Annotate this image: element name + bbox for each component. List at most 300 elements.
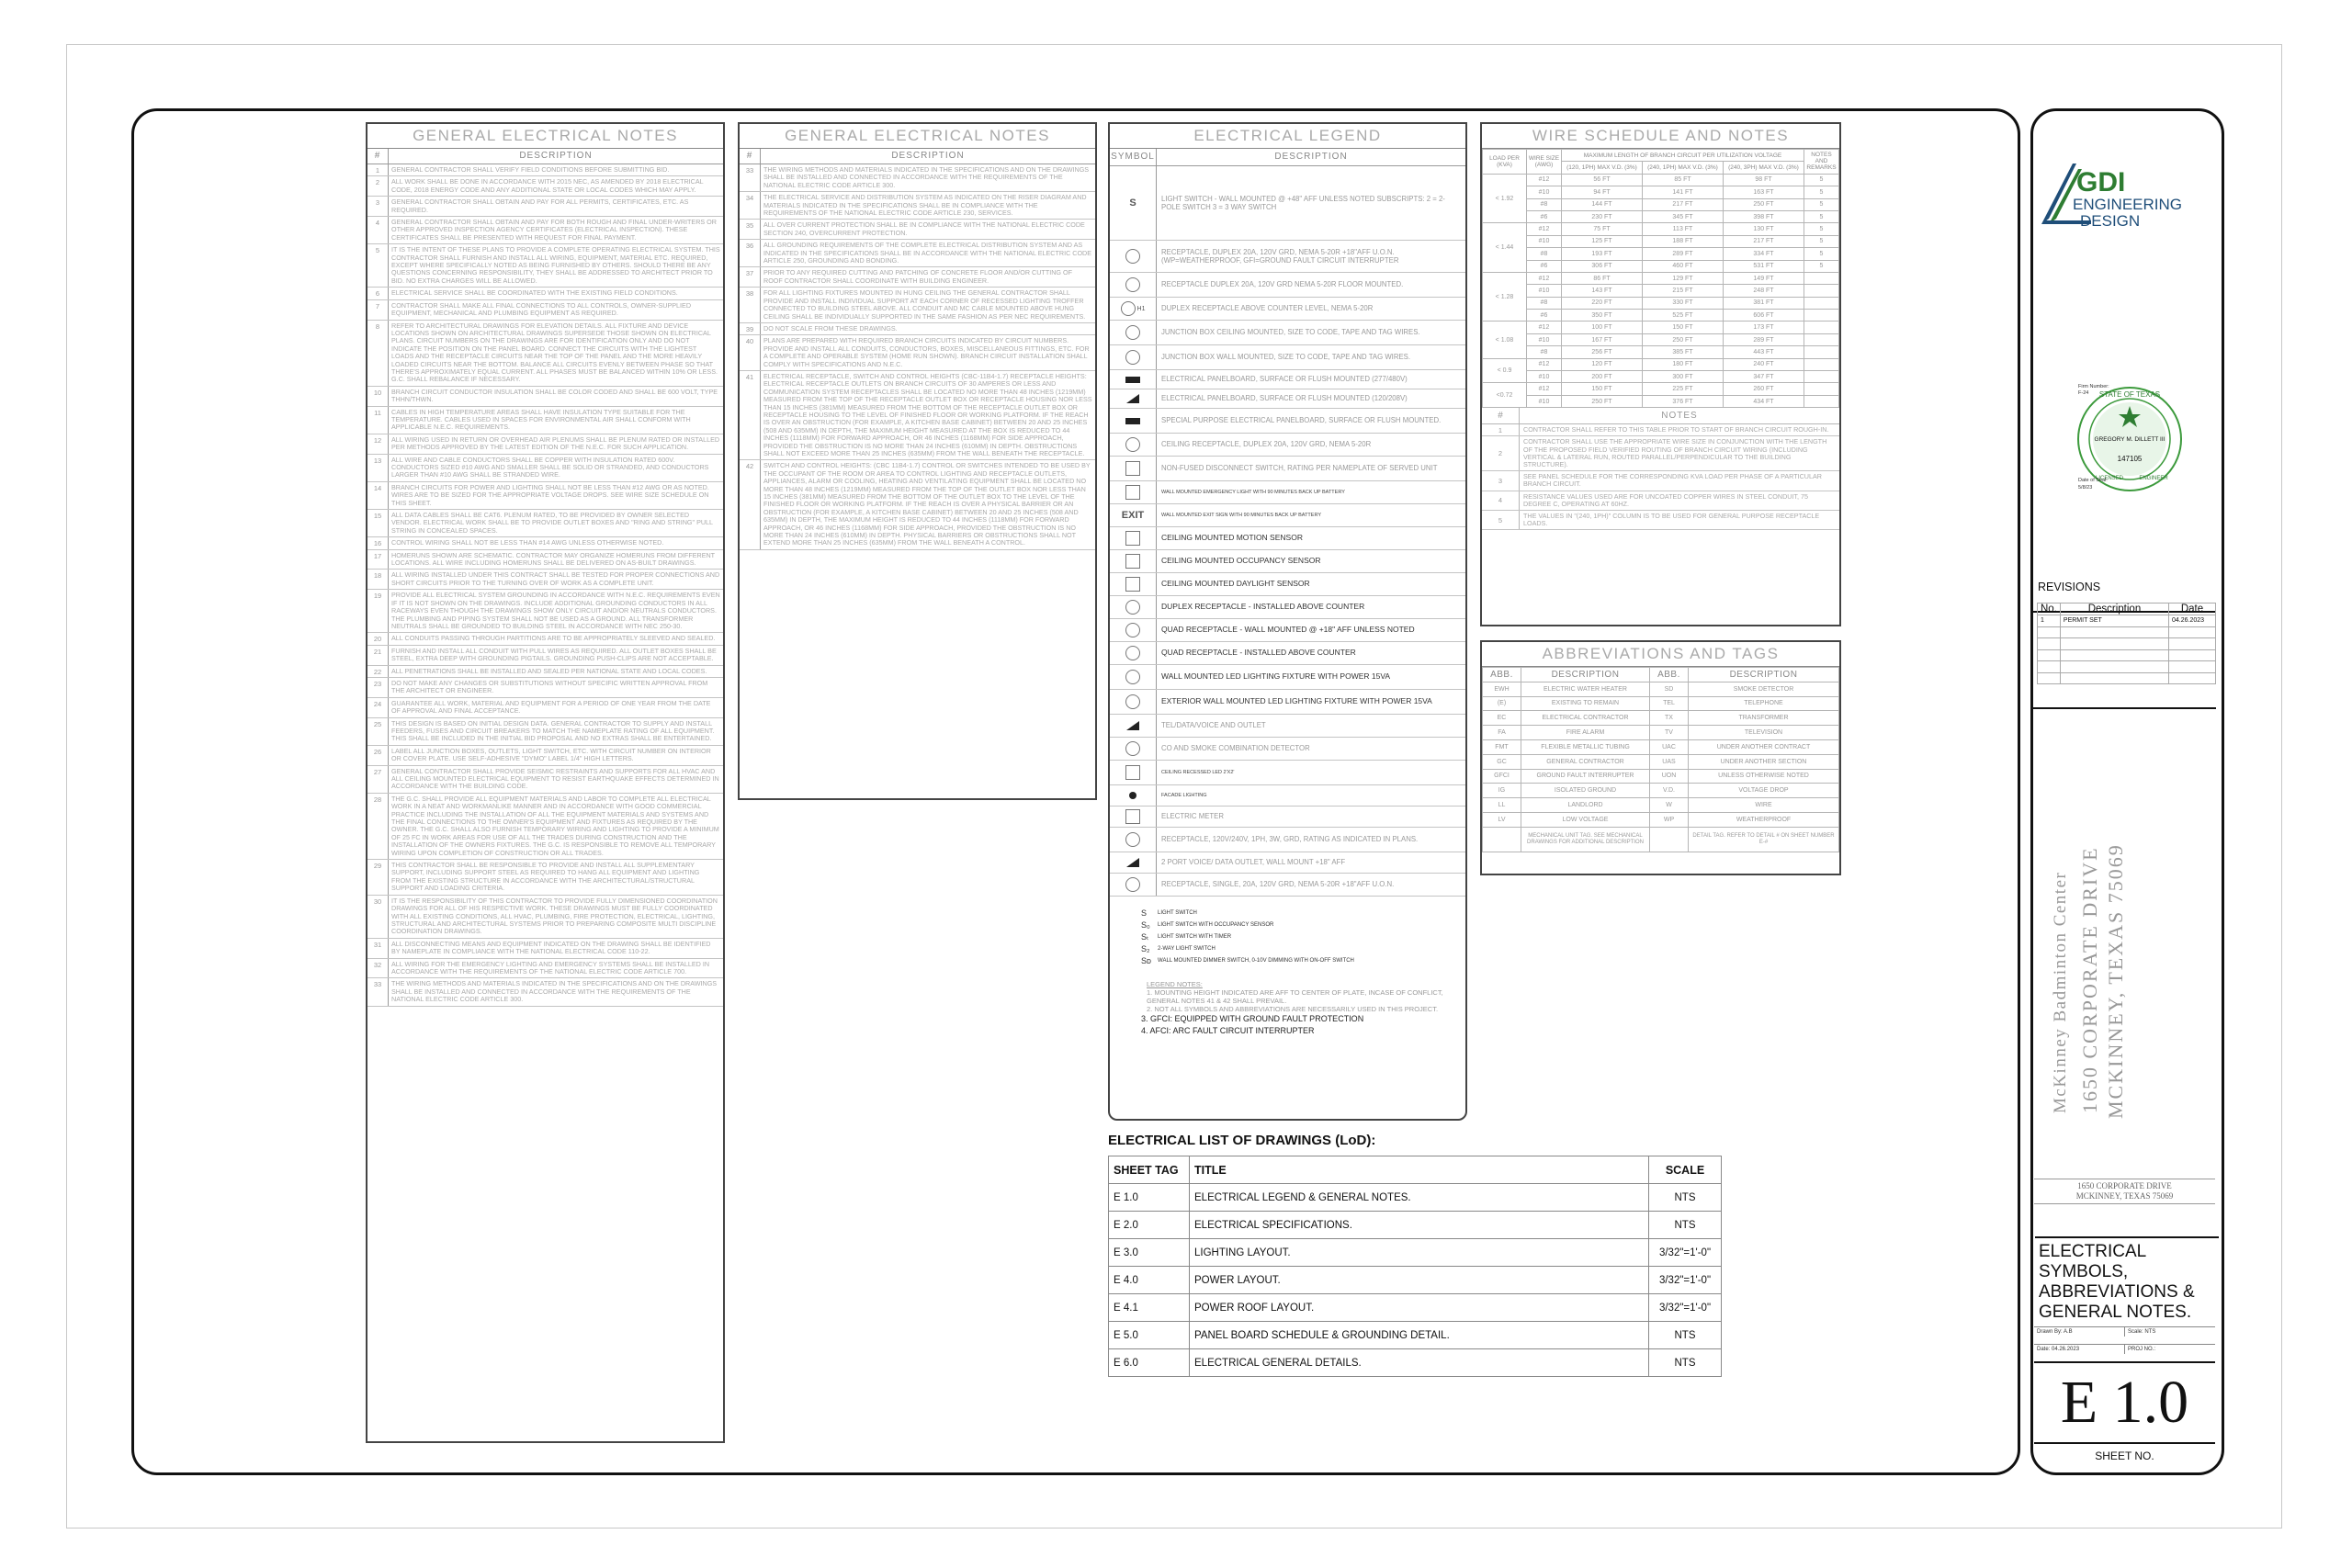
wire-row bbox=[1483, 346, 1839, 358]
legend-symbol-shape bbox=[1125, 377, 1140, 383]
lod-row bbox=[1109, 1349, 1722, 1377]
wire-note-number: 4 bbox=[1482, 491, 1520, 510]
note-number: 2 bbox=[368, 176, 389, 196]
note-text: DO NOT MAKE ANY CHANGES OR SUBSTITUTIONS WITHOUT SPECIFIC WRITTEN APPROVAL FROM THE ARCHITECT OR ENGINEER. bbox=[391, 678, 708, 695]
legend-note: 4. AFCI: ARC FAULT CIRCUIT INTERRUPTER bbox=[1141, 1026, 1315, 1035]
note-number: 42 bbox=[740, 460, 761, 548]
abbreviation-row bbox=[1483, 739, 1839, 754]
switch-key-text: 2-WAY LIGHT SWITCH bbox=[1158, 946, 1216, 952]
logo-line-1: ENGINEERING bbox=[2073, 196, 2183, 213]
legend-symbol-shape bbox=[1125, 350, 1140, 365]
abbreviation-cell: TELEPHONE bbox=[1689, 696, 1839, 711]
switch-key-symbol: S₂ bbox=[1141, 944, 1150, 953]
legend-symbol-shape bbox=[1125, 623, 1140, 637]
note-row bbox=[740, 192, 1095, 220]
wire-cell: #12 bbox=[1527, 223, 1562, 235]
note-text: ELECTRICAL SERVICE SHALL BE COORDINATED WITH THE EXISTING FIELD CONDITIONS. bbox=[391, 288, 678, 298]
legend-symbol-icon bbox=[1110, 874, 1157, 896]
wire-cell: 144 FT bbox=[1562, 198, 1643, 210]
wire-cell: 130 FT bbox=[1724, 223, 1804, 235]
lod-row bbox=[1109, 1322, 1722, 1349]
note-row bbox=[368, 646, 723, 666]
lod-row bbox=[1109, 1239, 1722, 1267]
rev-no-header: No. bbox=[2038, 604, 2061, 615]
legend-description: QUAD RECEPTACLE - INSTALLED ABOVE COUNTER bbox=[1161, 648, 1356, 658]
wire-cell: 289 FT bbox=[1643, 248, 1724, 260]
wire-note-number: 5 bbox=[1482, 511, 1520, 529]
wire-cell: 5 bbox=[1804, 198, 1839, 210]
switch-key-row bbox=[1141, 908, 1465, 919]
wire-schedule-panel bbox=[1480, 122, 1841, 626]
wire-cell: 5 bbox=[1804, 248, 1839, 260]
note-row bbox=[368, 794, 723, 860]
wire-note-row bbox=[1482, 436, 1839, 471]
lod-title: ELECTRICAL LIST OF DRAWINGS (LoD): bbox=[1108, 1133, 1376, 1148]
legend-symbol-shape bbox=[1125, 554, 1140, 569]
wire-cell: 347 FT bbox=[1724, 371, 1804, 383]
note-text: IT IS THE INTENT OF THESE PLANS TO PROVIDE A COMPLETE OPERATING ELECTRICAL SYSTEM. THIS CONTRACTOR SHALL FURNISH AND INSTALL ALL WIRING, EQUIPMENT, MATERIAL ETC. REQUIRED, EXCEPT WHERE SPECIFICALLY NOTED AS BEING FURNISHED BY OTHERS. SHOULD THERE BE ANY QUESTIONS CONCERNING RESPONSIBILITY, THEY SHALL BE ADDRESSED TO ARCHITECT PRIOR TO BID. NO EXTRA CHARGES WILL BE ALLOWED. bbox=[391, 245, 720, 285]
legend-description: LIGHT SWITCH - WALL MOUNTED @ +48" AFF UNLESS NOTED SUBSCRIPTS: 2 = 2-POLE SWITCH 3 = 3 WAY SWITCH bbox=[1161, 194, 1445, 211]
abbreviation-cell: ELECTRICAL CONTRACTOR bbox=[1521, 711, 1650, 726]
note-text: ALL WIRING FOR THE EMERGENCY LIGHTING AND EMERGENCY SYSTEMS SHALL BE INSTALLED IN ACCORDANCE WITH THE REQUIREMENTS OF THE NATIONAL ELECTRIC CODE ARTICLE 700. bbox=[391, 959, 710, 976]
abb-header: ABB. bbox=[1483, 668, 1521, 682]
legend-notes-title: LEGEND NOTES: bbox=[1147, 980, 1203, 988]
note-text: ALL WIRING USED IN RETURN OR OVERHEAD AIR PLENUMS SHALL BE PLENUM RATED OR INSTALLED PER METHODS APPROVED BY THE LATEST EDITION OF THE N.E.C. FOR SUCH APPLICATION. bbox=[391, 434, 720, 452]
wire-cell: #6 bbox=[1527, 210, 1562, 222]
legend-description: RECEPTACLE, SINGLE, 20A, 120V GRD, NEMA 5-20R +18"AFF U.O.N. bbox=[1161, 880, 1395, 889]
legend-description: ELECTRIC METER bbox=[1161, 812, 1225, 821]
wire-cell bbox=[1804, 321, 1839, 333]
legend-note: 3. GFCI: EQUIPPED WITH GROUND FAULT PROTECTION bbox=[1141, 1014, 1364, 1023]
abbreviation-row bbox=[1483, 769, 1839, 784]
abbreviation-cell: LOW VOLTAGE bbox=[1521, 812, 1650, 827]
wire-row bbox=[1483, 186, 1839, 198]
wire-note-row bbox=[1482, 491, 1839, 511]
legend-row bbox=[1110, 715, 1465, 738]
wire-cell: #10 bbox=[1527, 333, 1562, 345]
wire-row bbox=[1483, 260, 1839, 272]
abbreviation-cell: UNDER ANOTHER CONTRACT bbox=[1689, 739, 1839, 754]
legend-row bbox=[1110, 370, 1465, 389]
legend-row bbox=[1110, 434, 1465, 457]
note-row bbox=[368, 510, 723, 537]
note-row bbox=[368, 678, 723, 698]
wire-cell: 531 FT bbox=[1724, 260, 1804, 272]
wire-cell: 5 bbox=[1804, 223, 1839, 235]
wire-cell: 163 FT bbox=[1724, 186, 1804, 198]
note-row bbox=[368, 244, 723, 288]
legend-notes-dark-list bbox=[1141, 1013, 1465, 1037]
load-cell: < 1.08 bbox=[1483, 321, 1527, 358]
abbreviations-table bbox=[1482, 667, 1839, 852]
lod-sheet-tag: E 5.0 bbox=[1109, 1322, 1190, 1349]
electrical-legend-panel bbox=[1108, 122, 1467, 1121]
panel-title: ABBREVIATIONS AND TAGS bbox=[1482, 642, 1839, 667]
desc-header: DESCRIPTION bbox=[1521, 668, 1650, 682]
revision-row-empty bbox=[2038, 661, 2216, 673]
wire-cell: 5 bbox=[1804, 260, 1839, 272]
legend-description: CEILING MOUNTED MOTION SENSOR bbox=[1161, 533, 1303, 543]
abbreviation-cell: VOLTAGE DROP bbox=[1689, 784, 1839, 798]
col-240-1ph: (240, 1PH) MAX V.D. (3%) bbox=[1643, 162, 1724, 174]
legend-symbol-icon bbox=[1110, 370, 1157, 389]
wire-cell: 150 FT bbox=[1562, 383, 1643, 395]
legend-symbol-icon bbox=[1110, 321, 1157, 344]
revisions-table bbox=[2037, 603, 2216, 684]
note-row bbox=[368, 939, 723, 959]
note-text: ALL CONDUITS PASSING THROUGH PARTITIONS ARE TO BE APPROPRIATELY SLEEVED AND SEALED. bbox=[391, 634, 716, 643]
wire-cell: 217 FT bbox=[1724, 235, 1804, 247]
legend-description: WALL MOUNTED LED LIGHTING FIXTURE WITH POWER 15VA bbox=[1161, 671, 1391, 682]
load-cell: <0.72 bbox=[1483, 383, 1527, 408]
wire-row bbox=[1483, 310, 1839, 321]
wire-cell: 5 bbox=[1804, 210, 1839, 222]
sheet-number: E 1.0 bbox=[2034, 1361, 2215, 1444]
legend-symbol-shape bbox=[1126, 394, 1139, 403]
legend-symbol-shape bbox=[1125, 418, 1140, 424]
wire-note-row bbox=[1482, 511, 1839, 530]
lod-title: POWER ROOF LAYOUT. bbox=[1190, 1294, 1649, 1322]
wire-cell: 193 FT bbox=[1562, 248, 1643, 260]
switch-key-text: LIGHT SWITCH WITH TIMER bbox=[1158, 934, 1232, 940]
note-number: 12 bbox=[368, 434, 389, 454]
wire-cell: 75 FT bbox=[1562, 223, 1643, 235]
rev-date-header: Date bbox=[2169, 604, 2216, 615]
note-number: 27 bbox=[368, 766, 389, 793]
note-number: 38 bbox=[740, 288, 761, 322]
lod-sheet-tag: E 6.0 bbox=[1109, 1349, 1190, 1377]
abbreviation-cell: LL bbox=[1483, 798, 1521, 813]
switch-key-text: LIGHT SWITCH bbox=[1158, 910, 1197, 916]
legend-symbol-icon bbox=[1110, 481, 1157, 503]
wire-cell: 167 FT bbox=[1562, 333, 1643, 345]
abbreviation-cell: TELEVISION bbox=[1689, 726, 1839, 740]
legend-row bbox=[1110, 874, 1465, 897]
note-row bbox=[368, 959, 723, 979]
note-text: CABLES IN HIGH TEMPERATURE AREAS SHALL HAVE INSULATION TYPE SUITABLE FOR THE TEMPERATURE. CABLES USED IN SPACES FOR ENVIRONMENTAL AIR SHALL CONFORM WITH APPLICABLE N.E.C. REQUIREMENTS. bbox=[391, 407, 691, 432]
wire-cell: #10 bbox=[1527, 285, 1562, 297]
seal-date-label: Date of Seal: bbox=[2078, 478, 2108, 483]
wire-cell: 100 FT bbox=[1562, 321, 1643, 333]
note-number: 10 bbox=[368, 387, 389, 406]
abbreviation-cell: SD bbox=[1650, 682, 1689, 696]
note-text: GENERAL CONTRACTOR SHALL OBTAIN AND PAY FOR BOTH ROUGH AND FINAL UNDER-WRITERS OR OTHER APPROVED INSPECTION AGENCY CERTIFICATES (ELECTRICAL INSPECTION). THESE CERTIFICATES SHALL BE PRESENTED WITH REQUEST FOR FINAL PAYMENT. bbox=[391, 218, 717, 242]
lod-row bbox=[1109, 1184, 1722, 1212]
abbreviation-cell: TV bbox=[1650, 726, 1689, 740]
switch-key-row bbox=[1141, 931, 1465, 943]
wire-cell: #8 bbox=[1527, 297, 1562, 309]
lod-title: ELECTRICAL GENERAL DETAILS. bbox=[1190, 1349, 1649, 1377]
revision-cell-empty bbox=[2060, 661, 2168, 673]
wire-cell: 149 FT bbox=[1724, 272, 1804, 284]
legend-list bbox=[1110, 166, 1465, 897]
note-text: ALL WIRING INSTALLED UNDER THIS CONTRACT SHALL BE TESTED FOR PROPER CONNECTIONS AND SHORT CIRCUITS PRIOR TO THE TURNING OVER OF WORK AS A COMPLETE UNIT. bbox=[391, 570, 720, 587]
note-text: PRIOR TO ANY REQUIRED CUTTING AND PATCHING OF CONCRETE FLOOR AND/OR CUTTING OF ROOF CONTRACTOR SHALL COORDINATE WITH BUILDING ENGINEER. bbox=[763, 268, 1072, 285]
revision-row-empty bbox=[2038, 649, 2216, 661]
notes-list bbox=[368, 164, 723, 1007]
abbreviation-row bbox=[1483, 798, 1839, 813]
legend-symbol-icon bbox=[1110, 273, 1157, 297]
desc-header: DESCRIPTION bbox=[1274, 152, 1348, 162]
wire-cell bbox=[1804, 358, 1839, 370]
note-text: GENERAL CONTRACTOR SHALL PROVIDE SEISMIC RESTRAINTS AND SUPPORTS FOR ALL HVAC AND ALL CEILING MOUNTED ELECTRICAL EQUIPMENT TO RESIST EARTHQUAKE EFFECTS DETERMINED IN ACCORDANCE WITH THE BUILDING CODE. bbox=[391, 766, 719, 791]
legend-symbol-icon bbox=[1110, 434, 1157, 456]
legend-symbol-icon bbox=[1110, 761, 1157, 784]
note-number: 18 bbox=[368, 570, 389, 589]
wire-cell: 250 FT bbox=[1724, 198, 1804, 210]
abbreviation-cell: WEATHERPROOF bbox=[1689, 812, 1839, 827]
load-cell: < 1.92 bbox=[1483, 174, 1527, 223]
note-text: GENERAL CONTRACTOR SHALL OBTAIN AND PAY FOR ALL PERMITS, CERTIFICATES, ETC. AS REQUIRED. bbox=[391, 197, 689, 214]
note-row bbox=[368, 718, 723, 746]
legend-symbol-icon bbox=[1110, 828, 1157, 852]
lod-scale: NTS bbox=[1649, 1212, 1722, 1239]
abbreviation-cell: SMOKE DETECTOR bbox=[1689, 682, 1839, 696]
legend-row bbox=[1110, 389, 1465, 409]
note-number: 6 bbox=[368, 288, 389, 299]
note-text: ALL DATA CABLES SHALL BE CAT6. PLENUM RATED, TO BE PROVIDED BY OWNER SELECTED VENDOR. ELECTRICAL WORK SHALL BE TO PROVIDE OUTLET BOXES AND "RING AND STRING" PULL STRING IN CONCEALED SPACES. bbox=[391, 511, 713, 535]
load-cell: < 1.28 bbox=[1483, 272, 1527, 321]
legend-description: ELECTRICAL PANELBOARD, SURFACE OR FLUSH MOUNTED (277/480V) bbox=[1161, 375, 1408, 384]
note-row bbox=[368, 537, 723, 549]
wire-cell: 606 FT bbox=[1724, 310, 1804, 321]
wire-row bbox=[1483, 383, 1839, 395]
wire-cell: 173 FT bbox=[1724, 321, 1804, 333]
wire-cell: #10 bbox=[1527, 186, 1562, 198]
legend-row bbox=[1110, 527, 1465, 550]
note-number: 17 bbox=[368, 550, 389, 570]
gdi-logo-icon bbox=[2036, 158, 2220, 231]
lod-row bbox=[1109, 1212, 1722, 1239]
note-number: 37 bbox=[740, 267, 761, 287]
wire-cell: 300 FT bbox=[1643, 371, 1724, 383]
abbreviation-cell: ISOLATED GROUND bbox=[1521, 784, 1650, 798]
note-row bbox=[368, 978, 723, 1006]
note-number: 16 bbox=[368, 537, 389, 548]
rev-desc-header: Description bbox=[2060, 604, 2168, 615]
note-row bbox=[740, 267, 1095, 288]
wire-cell: 200 FT bbox=[1562, 371, 1643, 383]
legend-symbol-shape bbox=[1125, 741, 1140, 756]
note-text: BRANCH CIRCUIT CONDUCTOR INSULATION SHALL BE COLOR CODED AND SHALL BE 600 VOLT, TYPE THHN/THWN. bbox=[391, 387, 718, 404]
note-number: 33 bbox=[368, 978, 389, 1005]
legend-description: JUNCTION BOX CEILING MOUNTED, SIZE TO CODE, TAPE AND TAG WIRES. bbox=[1161, 328, 1420, 337]
note-text: ALL PENETRATIONS SHALL BE INSTALLED AND SEALED PER NATIONAL STATE AND LOCAL CODES. bbox=[391, 666, 707, 675]
num-header: # bbox=[740, 149, 761, 164]
legend-description: CEILING MOUNTED DAYLIGHT SENSOR bbox=[1161, 579, 1310, 589]
abbreviation-cell: EC bbox=[1483, 711, 1521, 726]
abbreviation-cell: ELECTRIC WATER HEATER bbox=[1521, 682, 1650, 696]
logo-line-2: DESIGN bbox=[2080, 212, 2141, 230]
abbreviations-panel bbox=[1480, 640, 1841, 875]
wire-cell: 381 FT bbox=[1724, 297, 1804, 309]
abbreviation-cell: FIRE ALARM bbox=[1521, 726, 1650, 740]
legend-row bbox=[1110, 807, 1465, 828]
legend-notes-list bbox=[1147, 988, 1465, 1013]
legend-symbol-text: H1 bbox=[1136, 305, 1146, 312]
wire-cell bbox=[1804, 285, 1839, 297]
note-number: 24 bbox=[368, 698, 389, 717]
wire-cell: 306 FT bbox=[1562, 260, 1643, 272]
abbreviation-cell: TEL bbox=[1650, 696, 1689, 711]
revision-cell-empty bbox=[2038, 626, 2061, 638]
note-text: DO NOT SCALE FROM THESE DRAWINGS. bbox=[763, 323, 898, 333]
abbreviation-cell bbox=[1650, 827, 1689, 852]
wire-row bbox=[1483, 210, 1839, 222]
note-number: 3 bbox=[368, 197, 389, 216]
scale: Scale: NTS bbox=[2128, 1329, 2156, 1335]
lod-sheet-tag-header: SHEET TAG bbox=[1109, 1156, 1190, 1184]
legend-description: CO AND SMOKE COMBINATION DETECTOR bbox=[1161, 744, 1310, 753]
wire-row bbox=[1483, 235, 1839, 247]
wire-cell bbox=[1804, 383, 1839, 395]
logo-mark: GDI bbox=[2076, 167, 2126, 197]
note-text: IT IS THE RESPONSIBILITY OF THIS CONTRACTOR TO PROVIDE FULLY DIMENSIONED COORDINATION DRAWINGS FOR ALL OF HIS RESPECTIVE WORK. THESE DRAWINGS MUST BE FULLY COORDINATED WITH ALL EXISTING CONDITIONS, ALL HVAC, PLUMBING, FIRE PROTECTION, ELECTRICAL, LIGHTING, STRUCTURAL AND ARCHITECTURAL SYSTEMS PRIOR TO PREPARING COMPOSITE MULTI DISCIPLINE COORDINATION DRAWINGS. bbox=[391, 896, 718, 936]
date: Date: 04.26.2023 bbox=[2034, 1345, 2125, 1354]
abbreviation-cell: IG bbox=[1483, 784, 1521, 798]
firm-number: F-24 bbox=[2078, 390, 2089, 396]
abbreviation-cell: GROUND FAULT INTERRUPTER bbox=[1521, 769, 1650, 784]
wire-notes-num-header: # bbox=[1482, 408, 1520, 423]
lod-scale-header: SCALE bbox=[1649, 1156, 1722, 1184]
legend-row bbox=[1110, 596, 1465, 619]
wire-cell: 230 FT bbox=[1562, 210, 1643, 222]
revision-row-empty bbox=[2038, 672, 2216, 684]
legend-symbol-shape bbox=[1125, 646, 1140, 660]
abbreviation-cell: UON bbox=[1650, 769, 1689, 784]
note-number: 4 bbox=[368, 217, 389, 243]
note-number: 5 bbox=[368, 244, 389, 287]
wire-row bbox=[1483, 248, 1839, 260]
abbreviation-cell: UAC bbox=[1650, 739, 1689, 754]
general-notes-panel-1 bbox=[366, 122, 725, 1443]
note-row bbox=[740, 164, 1095, 192]
sheet-number-label: SHEET NO. bbox=[2095, 1450, 2154, 1462]
legend-row bbox=[1110, 573, 1465, 596]
revision-row-empty bbox=[2038, 638, 2216, 650]
lod-scale: NTS bbox=[1649, 1322, 1722, 1349]
note-number: 15 bbox=[368, 510, 389, 536]
legend-symbol-shape bbox=[1125, 485, 1140, 500]
legend-description: RECEPTACLE, DUPLEX 20A, 120V GRD, NEMA 5-20R +18"AFF U.O.N.(WP=WEATHERPROOF, GFI=GROUND FAULT CIRCUIT INTERRUPTER bbox=[1161, 247, 1399, 265]
note-number: 30 bbox=[368, 896, 389, 938]
legend-row bbox=[1110, 642, 1465, 665]
note-row bbox=[740, 288, 1095, 323]
panel-title: GENERAL ELECTRICAL NOTES bbox=[740, 124, 1095, 149]
switch-key-symbol: S₀ bbox=[1141, 920, 1150, 930]
note-text: HOMERUNS SHOWN ARE SCHEMATIC. CONTRACTOR MAY ORGANIZE HOMERUNS FROM DIFFERENT LOCATIONS. ALL WIRE INCLUDING HOMERUNS SHALL BE DELIVERED ON AS-BUILT DRAWINGS. bbox=[391, 550, 715, 568]
wire-cell: 330 FT bbox=[1643, 297, 1724, 309]
legend-symbol-shape bbox=[1125, 249, 1140, 264]
wire-row bbox=[1483, 285, 1839, 297]
wire-note-text: CONTRACTOR SHALL USE THE APPROPRIATE WIRE SIZE IN CONJUNCTION WITH THE LENGTH OF THE PROPOSED FIELD VERIFIED ROUTING OF BRANCH CIRCUIT WIRING (INCLUDING VERTICAL & LATERAL RUN, ROUTED PARALLEL/PERPENDICULAR TO THE BUILDING STRUCTURE). bbox=[1523, 437, 1827, 469]
note-number: 36 bbox=[740, 240, 761, 266]
notes-list bbox=[740, 164, 1095, 550]
note-row bbox=[740, 460, 1095, 549]
wire-note-text: RESISTANCE VALUES USED ARE FOR UNCOATED COPPER WIRES IN STEEL CONDUIT, 75 DEGREE C, OPERATING AT 60HZ. bbox=[1523, 491, 1809, 508]
note-text: CONTRACTOR SHALL MAKE ALL FINAL CONNECTIONS TO ALL CONTROLS, OWNER-SUPPLIED EQUIPMENT, MECHANICAL AND PLUMBING EQUIPMENT AS REQUIRED. bbox=[391, 300, 692, 318]
revision-cell-empty bbox=[2038, 672, 2061, 684]
seal-name: GREGORY M. DILLETT III bbox=[2094, 436, 2165, 443]
abbreviation-cell: UNDER ANOTHER SECTION bbox=[1689, 754, 1839, 769]
legend-symbol-shape bbox=[1125, 277, 1140, 292]
wire-cell: #6 bbox=[1527, 310, 1562, 321]
wire-cell: #8 bbox=[1527, 198, 1562, 210]
revision-cell-empty bbox=[2169, 626, 2216, 638]
lod-title: POWER LAYOUT. bbox=[1190, 1267, 1649, 1294]
lod-title: LIGHTING LAYOUT. bbox=[1190, 1239, 1649, 1267]
legend-description: SPECIAL PURPOSE ELECTRICAL PANELBOARD, SURFACE OR FLUSH MOUNTED. bbox=[1161, 416, 1442, 425]
wire-cell: 240 FT bbox=[1724, 358, 1804, 370]
legend-row bbox=[1110, 298, 1465, 321]
wire-cell: 86 FT bbox=[1562, 272, 1643, 284]
note-text: BRANCH CIRCUITS FOR POWER AND LIGHTING SHALL NOT BE LESS THAN #12 AWG OR AS NOTED. WIRES ARE TO BE SIZED FOR THE APPROPRIATE VOLTAGE DROPS. SEE WIRE SIZE SCHEDULE ON THIS SHEET. bbox=[391, 482, 709, 507]
note-text: THE ELECTRICAL SERVICE AND DISTRIBUTION SYSTEM AS INDICATED ON THE RISER DIAGRAM AND MATERIALS INDICATED IN THE SPECIFICATIONS SHALL BE IN COMPLIANCE WITH THE REQUIREMENTS OF THE NATIONAL ELECTRIC CODE ARTICLE 230, SERVICES. bbox=[763, 193, 1087, 218]
legend-symbol-shape bbox=[1125, 877, 1140, 892]
legend-symbol-shape bbox=[1125, 437, 1140, 452]
legend-symbol-icon bbox=[1110, 409, 1157, 433]
wire-cell bbox=[1804, 346, 1839, 358]
note-text: CONTROL WIRING SHALL NOT BE LESS THAN #14 AWG UNLESS OTHERWISE NOTED. bbox=[391, 538, 664, 547]
note-row bbox=[368, 550, 723, 570]
note-row bbox=[368, 698, 723, 718]
wire-cell: #10 bbox=[1527, 235, 1562, 247]
legend-symbol-shape bbox=[1125, 670, 1140, 684]
wire-cell: 180 FT bbox=[1643, 358, 1724, 370]
desc-header: DESCRIPTION bbox=[891, 151, 965, 161]
legend-description: CEILING RECEPTACLE, DUPLEX 20A, 120V GRD, NEMA 5-20R bbox=[1161, 440, 1372, 449]
wire-cell: 443 FT bbox=[1724, 346, 1804, 358]
wire-cell: 98 FT bbox=[1724, 174, 1804, 186]
abb-header-2: ABB. bbox=[1650, 668, 1689, 682]
wire-row bbox=[1483, 333, 1839, 345]
note-number: 1 bbox=[368, 164, 389, 175]
legend-description: 2 PORT VOICE/ DATA OUTLET, WALL MOUNT +18" AFF bbox=[1161, 858, 1346, 867]
legend-symbol-icon bbox=[1110, 665, 1157, 689]
abbreviation-row bbox=[1483, 812, 1839, 827]
abbreviation-cell: MECHANICAL UNIT TAG. SEE MECHANICAL DRAWINGS FOR ADDITIONAL DESCRIPTION bbox=[1521, 827, 1650, 852]
wire-cell: 150 FT bbox=[1643, 321, 1724, 333]
switch-key-text: WALL MOUNTED DIMMER SWITCH, 0-10V DIMMING WITH ON-OFF SWITCH bbox=[1158, 958, 1354, 964]
note-number: 11 bbox=[368, 407, 389, 434]
note-number: 28 bbox=[368, 794, 389, 859]
note-number: 23 bbox=[368, 678, 389, 697]
wire-row bbox=[1483, 395, 1839, 407]
lod-title-header: TITLE bbox=[1190, 1156, 1649, 1184]
wire-row bbox=[1483, 321, 1839, 333]
revision-cell-empty bbox=[2038, 661, 2061, 673]
legend-symbol-shape bbox=[1126, 858, 1139, 867]
wire-cell: 289 FT bbox=[1724, 333, 1804, 345]
legend-row bbox=[1110, 481, 1465, 504]
legend-symbol-shape bbox=[1125, 765, 1140, 780]
note-text: ALL GROUNDING REQUIREMENTS OF THE COMPLETE ELECTRICAL DISTRIBUTION SYSTEM AND AS INDICATED IN THE SPECIFICATIONS SHALL BE IN ACCORDANCE WITH THE NATIONAL ELECTRIC CODE ARTICLE 250, GROUNDING AND BONDING. bbox=[763, 241, 1092, 265]
wire-note-text: SEE PANEL SCHEDULE FOR THE CORRESPONDING KVA LOAD PER PHASE OF A PARTICULAR BRANCH CIRCUIT. bbox=[1523, 472, 1822, 489]
abbreviation-cell: UAS bbox=[1650, 754, 1689, 769]
abbreviation-cell: LANDLORD bbox=[1521, 798, 1650, 813]
wire-cell: #12 bbox=[1527, 174, 1562, 186]
abbreviation-row bbox=[1483, 754, 1839, 769]
note-row bbox=[740, 240, 1095, 267]
col-240-3ph: (240, 3PH) MAX V.D. (3%) bbox=[1724, 162, 1804, 174]
switch-key-text: LIGHT SWITCH WITH OCCUPANCY SENSOR bbox=[1158, 922, 1274, 928]
abbreviation-cell: TX bbox=[1650, 711, 1689, 726]
note-number: 13 bbox=[368, 455, 389, 481]
switch-key bbox=[1110, 897, 1465, 967]
wire-cell: #10 bbox=[1527, 371, 1562, 383]
wire-cell: #8 bbox=[1527, 346, 1562, 358]
wire-cell: 225 FT bbox=[1643, 383, 1724, 395]
